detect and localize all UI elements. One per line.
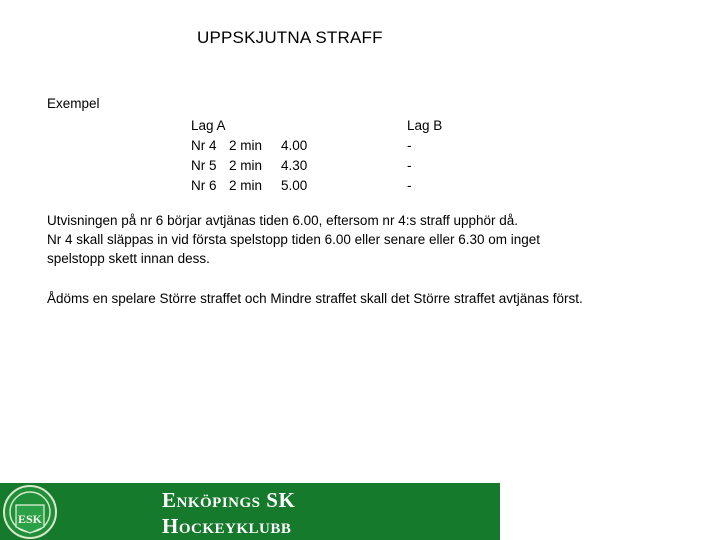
team-a-column: [191, 116, 307, 196]
rule-paragraph: Ådöms en spelare Större straffet och Mindre straffet skall det Större straffet avtjänas först.: [47, 291, 583, 306]
team-a-heading: Lag A: [191, 118, 226, 133]
player-number: Nr 6: [191, 178, 217, 193]
paragraph-line: Nr 4 skall släppas in vid första spelstopp tiden 6.00 eller senare eller 6.30 om inget: [47, 232, 541, 247]
slide-title: UPPSKJUTNA STRAFF: [197, 28, 383, 47]
team-b-heading: Lag B: [407, 118, 443, 133]
team-b-row: -: [407, 138, 412, 153]
penalty-time: 5.00: [281, 178, 308, 193]
team-a-row: [191, 176, 307, 196]
example-label: Exempel: [47, 96, 100, 111]
club-name: Enköpings SK: [162, 488, 296, 512]
penalty-time: 4.00: [281, 138, 308, 153]
player-number: Nr 5: [191, 158, 217, 173]
explanation-paragraph: [47, 211, 540, 268]
penalty-time: 4.30: [281, 158, 308, 173]
penalty-duration: 2 min: [229, 178, 263, 193]
team-b-row: -: [407, 178, 412, 193]
team-b-row: -: [407, 158, 412, 173]
club-subtitle: Hockeyklubb: [162, 514, 292, 538]
team-b-column: [407, 116, 442, 196]
team-a-row: [191, 156, 307, 176]
penalty-duration: 2 min: [229, 158, 263, 173]
player-number: Nr 4: [191, 138, 217, 153]
logo-text: ESK: [17, 512, 43, 526]
paragraph-line: spelstopp skett innan dess.: [47, 251, 210, 266]
penalty-duration: 2 min: [229, 138, 263, 153]
team-a-row: [191, 136, 307, 156]
club-logo-icon: [2, 483, 60, 540]
paragraph-line: Utvisningen på nr 6 börjar avtjänas tiden 6.00, eftersom nr 4:s straff upphör då.: [47, 213, 519, 228]
